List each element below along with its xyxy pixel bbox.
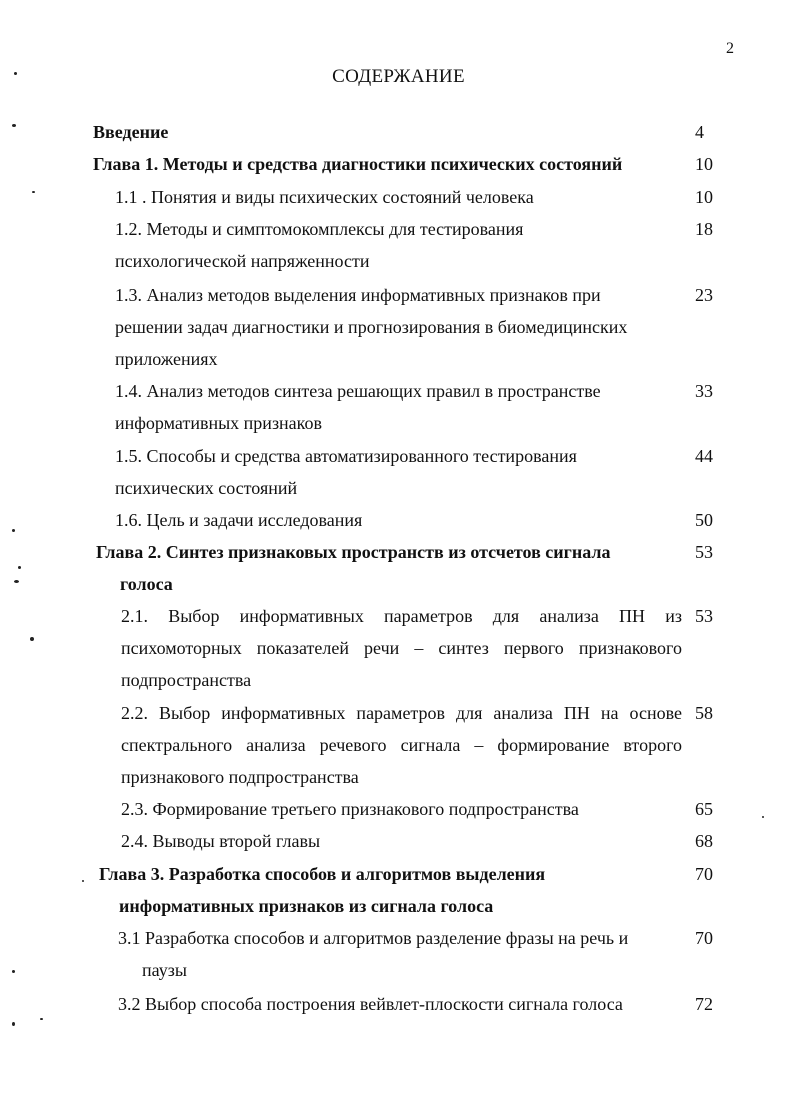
toc-entry-title bbox=[115, 279, 690, 375]
scan-speck bbox=[12, 124, 16, 127]
toc-entry-line: психических состояний bbox=[115, 478, 298, 498]
scan-speck bbox=[12, 970, 15, 973]
toc-entry-title bbox=[115, 504, 690, 536]
toc-entry-title bbox=[93, 116, 693, 148]
toc-entry-line: 1.4. Анализ методов синтеза решающих правил в пространстве bbox=[115, 381, 601, 401]
toc-page-number: 4 bbox=[695, 122, 704, 142]
toc-entry bbox=[121, 600, 725, 696]
toc-entry-line: 1.5. Способы и средства автоматизированного тестирования bbox=[115, 446, 577, 466]
toc-page-number: 68 bbox=[695, 831, 713, 851]
toc-entry-title bbox=[118, 988, 684, 1020]
toc-entry-title bbox=[96, 536, 681, 600]
toc-entry-line: 2.3. Формирование третьего признакового подпространства bbox=[121, 799, 579, 819]
scan-speck bbox=[32, 191, 35, 193]
toc-entry-line: 1.2. Методы и симптомокомплексы для тестирования bbox=[115, 219, 524, 239]
scan-speck bbox=[12, 529, 15, 532]
toc-entry bbox=[115, 440, 725, 504]
toc-entry-line: 2.2. Выбор информативных параметров для анализа ПН на основе bbox=[121, 703, 682, 723]
scan-speck bbox=[18, 566, 21, 569]
toc-entry-title bbox=[121, 825, 682, 857]
toc-entry bbox=[93, 148, 725, 180]
toc-entry bbox=[118, 988, 725, 1020]
toc-entry bbox=[121, 697, 725, 793]
scan-speck bbox=[82, 880, 84, 882]
toc-entry-line: 1.3. Анализ методов выделения информативных признаков при bbox=[115, 285, 601, 305]
toc-entry bbox=[99, 858, 725, 922]
toc-entry-line: Глава 1. Методы и средства диагностики психических состояний bbox=[93, 154, 623, 174]
toc-entry-line: паузы bbox=[142, 960, 187, 980]
toc-entry-title bbox=[118, 922, 684, 986]
toc-entry-title bbox=[121, 600, 682, 696]
toc-entry-line: Глава 2. Синтез признаковых пространств из отсчетов сигнала bbox=[96, 542, 611, 562]
toc-entry-line: психологической напряженности bbox=[115, 251, 370, 271]
toc-entry bbox=[118, 922, 725, 986]
toc-entry-line: подпространства bbox=[121, 670, 252, 690]
toc-entry-title bbox=[121, 793, 682, 825]
scan-speck bbox=[14, 72, 17, 75]
toc-page-number: 10 bbox=[695, 187, 713, 207]
toc-page-number: 10 bbox=[695, 154, 713, 174]
toc-page-number: 58 bbox=[695, 703, 713, 723]
toc-page-number: 70 bbox=[695, 864, 713, 884]
toc-entry bbox=[96, 536, 725, 600]
toc-page-number: 33 bbox=[695, 381, 713, 401]
toc-page-number: 50 bbox=[695, 510, 713, 530]
toc-page-number: 44 bbox=[695, 446, 713, 466]
toc-entry bbox=[115, 279, 725, 375]
toc-page-number: 23 bbox=[695, 285, 713, 305]
scan-speck bbox=[30, 637, 34, 641]
toc-entry bbox=[115, 375, 725, 439]
toc-entry bbox=[115, 504, 725, 536]
toc-page-number: 53 bbox=[695, 606, 713, 626]
toc-entry-line: психомоторных показателей речи – синтез первого признакового bbox=[121, 638, 682, 658]
toc-entry-title bbox=[115, 181, 690, 213]
toc-entry-line: голоса bbox=[120, 574, 173, 594]
toc-entry-line: информативных признаков bbox=[115, 413, 322, 433]
toc-entry-title bbox=[115, 375, 690, 439]
toc-page-number: 72 bbox=[695, 994, 713, 1014]
toc-entry-line: Введение bbox=[93, 122, 169, 142]
toc-entry bbox=[93, 116, 725, 148]
toc-entry bbox=[115, 181, 725, 213]
page-title: СОДЕРЖАНИЕ bbox=[332, 66, 465, 87]
toc-page-number: 53 bbox=[695, 542, 713, 562]
toc-entry-title bbox=[93, 148, 693, 180]
page-number: 2 bbox=[726, 40, 734, 57]
toc-entry-line: 1.1 . Понятия и виды психических состояний человека bbox=[115, 187, 534, 207]
toc-entry-line: спектрального анализа речевого сигнала – формирование второго bbox=[121, 735, 682, 755]
toc-entry-title bbox=[115, 440, 690, 504]
toc-entry-line: 2.1. Выбор информативных параметров для анализа ПН из bbox=[121, 606, 682, 626]
toc-page-number: 18 bbox=[695, 219, 713, 239]
scan-speck bbox=[40, 1018, 43, 1020]
toc-entry-line: 3.1 Разработка способов и алгоритмов разделение фразы на речь и bbox=[118, 928, 629, 948]
toc-entry-title bbox=[115, 213, 690, 277]
toc-entry-line: решении задач диагностики и прогнозирования в биомедицинских bbox=[115, 317, 628, 337]
toc-entry bbox=[115, 213, 725, 277]
scan-speck bbox=[14, 580, 19, 583]
scan-speck bbox=[12, 1022, 15, 1026]
toc-entry-line: 2.4. Выводы второй главы bbox=[121, 831, 321, 851]
toc-entry-line: Глава 3. Разработка способов и алгоритмов выделения bbox=[99, 864, 546, 884]
toc-entry-line: 3.2 Выбор способа построения вейвлет-плоскости сигнала голоса bbox=[118, 994, 623, 1014]
toc-entry bbox=[121, 825, 725, 857]
scan-speck bbox=[762, 816, 764, 818]
toc-entry-line: приложениях bbox=[115, 349, 218, 369]
toc-page-number: 70 bbox=[695, 928, 713, 948]
toc-entry-title bbox=[121, 697, 682, 793]
toc-entry-line: 1.6. Цель и задачи исследования bbox=[115, 510, 363, 530]
toc-entry-line: признакового подпространства bbox=[121, 767, 359, 787]
toc-entry-title bbox=[99, 858, 684, 922]
toc-entry-line: информативных признаков из сигнала голоса bbox=[119, 896, 494, 916]
toc-entry bbox=[121, 793, 725, 825]
toc-page-number: 65 bbox=[695, 799, 713, 819]
